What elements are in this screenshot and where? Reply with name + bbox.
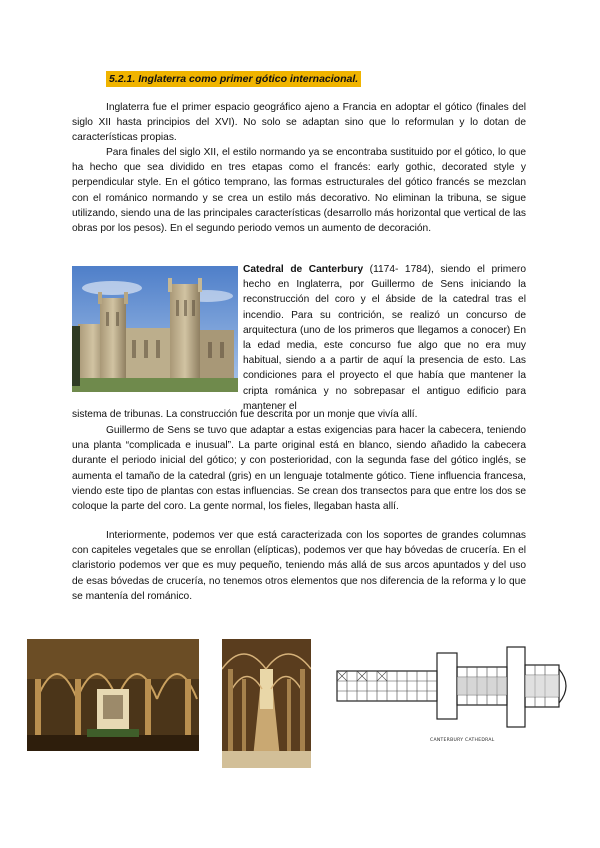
choir-interior-image — [27, 639, 199, 751]
canterbury-paragraph-end: sistema de tribunas. La construcción fue descrita por un monje que vivía allí. — [72, 409, 418, 420]
canterbury-name: Catedral de Canterbury — [243, 264, 364, 275]
floor-plan-caption: CANTERBURY CATHEDRAL — [430, 738, 495, 743]
section-heading — [106, 71, 361, 87]
paragraph-styles: Para finales del siglo XII, el estilo normando ya se encontraba sustituido por el gótico, lo que ha hecho que sea dividido en tres etapas como el francés: early gothic, decorated style y perpendicular style. En el gótico temprano, las formas estructurales del gótico francés se mezclan con el románico normando y se crea un estilo más decorativo. No eliminan la tribuna, se sigue utilizando, siendo una de las principales características (desarrollo más horizontal que vertical de las obras por los pesos). En el segundo periodo vemos un aumento de decoración. — [72, 147, 526, 235]
paragraph-intro: Inglaterra fue el primer espacio geográfico ajeno a Francia en adoptar el gótico (finales del siglo XII hasta principios del XVI). No solo se adaptan sino que lo reformulan y lo dotan de características propias. — [72, 102, 526, 144]
canterbury-paragraph — [243, 262, 526, 414]
canterbury-text: (1174- 1784), siendo el primero hecho en Inglaterra, por Guillermo de Sens iniciando la reconstrucción del coro y el ábside de la catedral tras el incendio. Para su contrición, se realizó un concurso de arquitectura (uno de los primeros que llegamos a conocer) En la edad media, este concurso fue algo que no era muy habitual, siendo a a partir de aquí la presencia de esto. Las condiciones para el proyecto el que había que mantener la cripta románica y no sobrepasar el antiguo edificio para mantener el — [243, 264, 526, 412]
canterbury-exterior-image — [72, 266, 238, 392]
nave-interior-image — [222, 639, 311, 768]
section-number: 5.2.1. — [109, 73, 136, 85]
section-title: Inglaterra como primer gótico internacional. — [138, 73, 359, 85]
floor-plan-image — [333, 639, 573, 737]
paragraph-plan: Guillermo de Sens se tuvo que adaptar a estas exigencias para hacer la cabecera, teniendo una planta “complicada e inusual”. La parte original está en blanco, siendo añadido la cabecera durante el periodo inicial del gótico; y con posterioridad, con la segunda fase del gótico inglés, se aumenta el tamaño de la catedral (gris) en un lenguaje totalmente gótico. Tiene influencia francesa, viendo este tipo de plantas con estas influencias. Se crean dos transectos para que entre los dos se coloque la parte del coro. La gente normal, los fieles, llegaban hasta allí. — [72, 425, 526, 513]
paragraph-interior: Interiormente, podemos ver que está caracterizada con los soportes de grandes columnas con capiteles vegetales que se enrollan (elípticas), podemos ver que hay bóvedas de crucería. En el claristorio podemos ver que es muy pequeño, teniendo más allá de sus arcos apuntados y del uso de esas bóvedas de crucería, no tenemos otros elementos que nos diferencia de la reforma y lo que se mantenía del románico. — [72, 530, 526, 602]
